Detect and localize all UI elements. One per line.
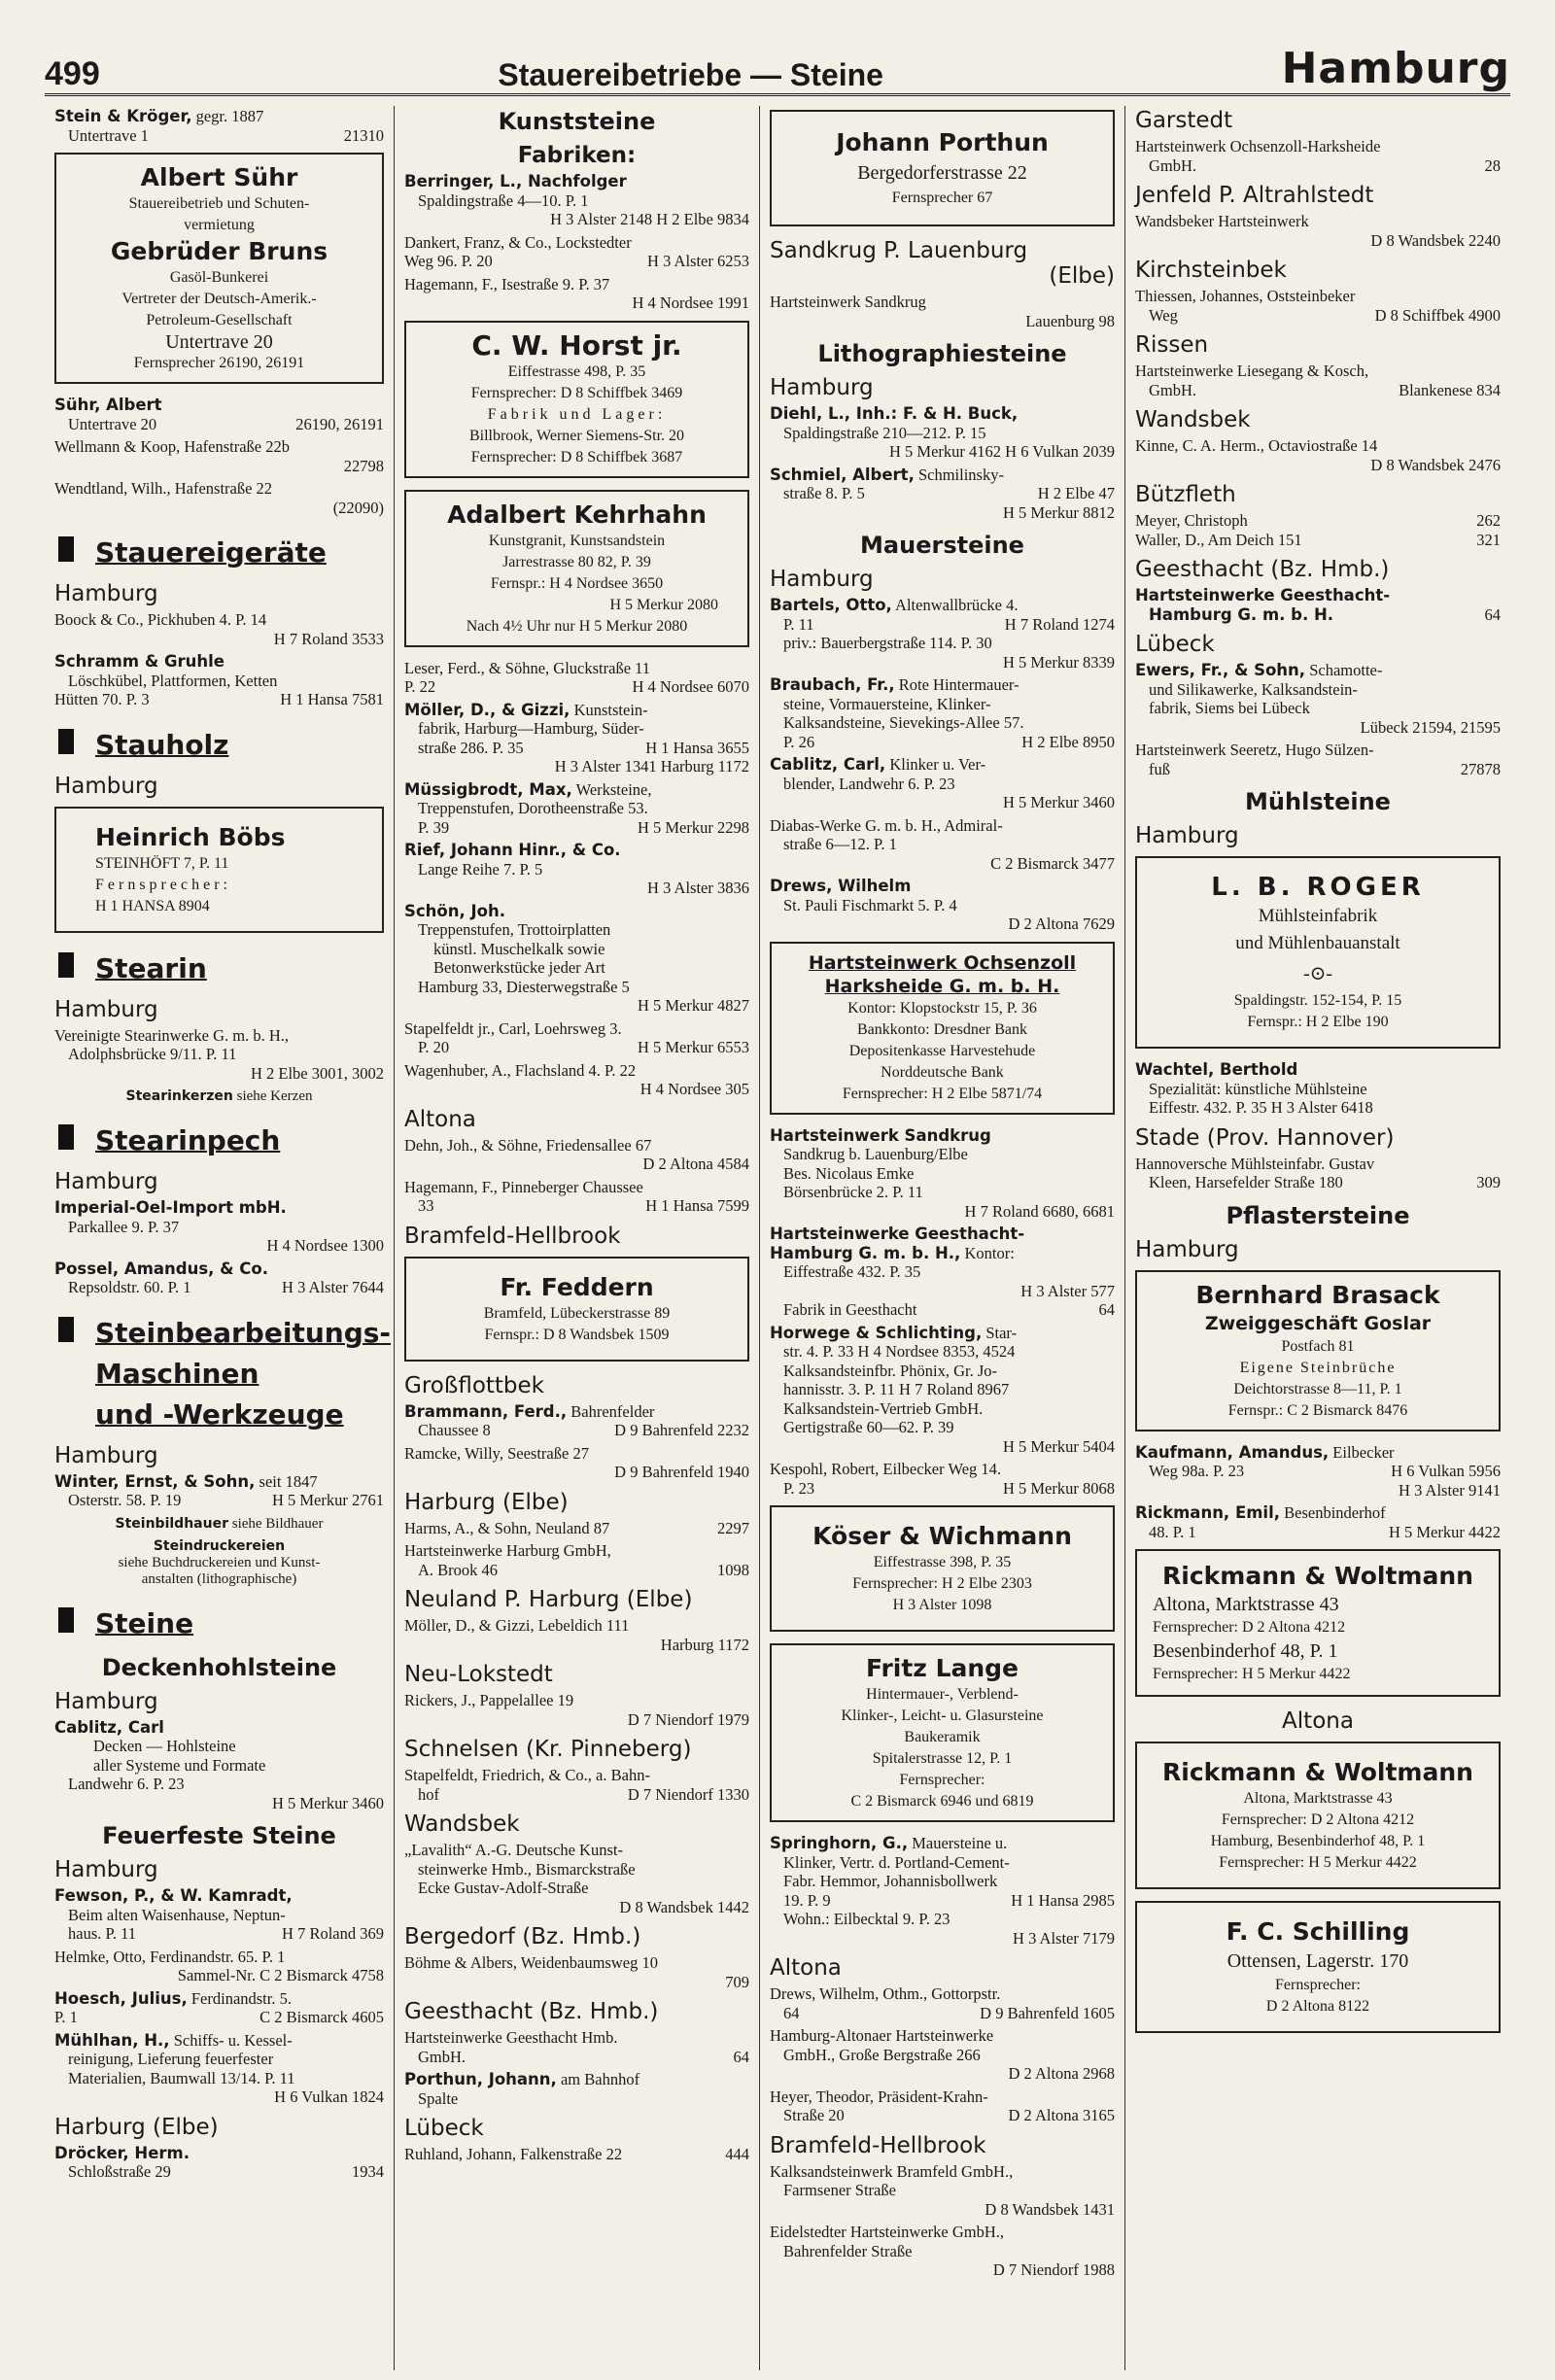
category-heading: Steinbearbeitungs- Maschinen und -Werkzeuge <box>54 1313 384 1435</box>
entry: Diabas-Werke G. m. b. H., Admiral- straße 6—12. P. 1 C 2 Bismarck 3477 <box>770 815 1115 873</box>
subcategory-heading: Kunststeine <box>498 108 656 135</box>
subcategory-heading: Deckenhohlsteine <box>101 1653 337 1681</box>
subcategory-heading: Feuerfeste Steine <box>102 1822 336 1849</box>
entry: Wandsbeker Hartsteinwerk D 8 Wandsbek 2240 <box>1135 212 1501 250</box>
entry: Berringer, L., Nachfolger Spaldingstraße 4—10. P. 1 H 3 Alster 2148 H 2 Elbe 9834 <box>404 172 749 228</box>
city-heading: Lübeck <box>404 2116 484 2141</box>
entry: Schmiel, Albert, Schmilinsky- straße 8. P. 5 H 2 Elbe 47 H 5 Merkur 8812 <box>770 465 1115 522</box>
entry: Kinne, C. A. Herm., Octaviostraße 14 D 8 Wandsbek 2476 <box>1135 436 1501 474</box>
entry: Heyer, Theodor, Präsident-Krahn- Straße 20 D 2 Altona 3165 <box>770 2087 1115 2124</box>
entry: Mühlhan, H., Schiffs- u. Kessel- reinigung, Lieferung feuerfester Materialien, Baumwall 13/14. P. 11 H 6 Vulkan 1824 <box>54 2030 384 2106</box>
city-heading: Wandsbek <box>404 1811 520 1837</box>
entry: Imperial-Oel-Import mbH. Parkallee 9. P. 37 H 4 Nordsee 1300 <box>54 1198 384 1255</box>
column-3 <box>760 106 1125 2370</box>
category-heading: Stearinpech <box>54 1121 384 1161</box>
entry: Hoesch, Julius, Ferdinandstr. 5. P. 1 C 2 Bismarck 4605 <box>54 1988 384 2026</box>
entry: Bartels, Otto, Altenwallbrücke 4. P. 11 H 7 Roland 1274 priv.: Bauerbergstraße 114. P. 30 H 5 Merkur 8339 <box>770 596 1115 672</box>
ad-box-brasack: Bernhard Brasack Zweiggeschäft Goslar Postfach 81 Eigene Steinbrüche Deichtorstrasse 8—11, P. 1 Fernspr.: C 2 Bismarck 8476 <box>1135 1270 1501 1431</box>
city-heading: Lübeck <box>1135 632 1215 657</box>
city-heading: Wandsbek <box>1135 407 1251 432</box>
entry: Braubach, Fr., Rote Hintermauer- steine, Vormauersteine, Klinker- Kalksandsteine, Sievekings-Allee 57. P. 26 H 2 Elbe 8950 <box>770 675 1115 751</box>
entry: Stapelfeldt, Friedrich, & Co., a. Bahn- hof D 7 Niendorf 1330 <box>404 1766 749 1804</box>
ad-box-horst: C. W. Horst jr. Eiffestrasse 498, P. 35 Fernsprecher: D 8 Schiffbek 3469 Fabrik und Lager: Billbrook, Werner Siemens-Str. 20 Fernsprecher: D 8 Schiffbek 3687 <box>404 321 749 478</box>
entry: Winter, Ernst, & Sohn, seit 1847 Osterstr. 58. P. 19 H 5 Merkur 2761 <box>54 1471 384 1509</box>
entry: Ewers, Fr., & Sohn, Schamotte- und Silikawerke, Kalksandstein- fabrik, Siems bei Lübeck Lübeck 21594, 21595 <box>1135 661 1501 737</box>
city-heading: Hamburg <box>54 1857 158 1882</box>
entry: Brammann, Ferd., Bahrenfelder Chaussee 8 D 9 Bahrenfeld 2232 <box>404 1401 749 1439</box>
city-heading: Stade (Prov. Hannover) <box>1135 1124 1395 1151</box>
city-heading: Sandkrug P. Lauenburg (Elbe) <box>770 238 1115 289</box>
entry: Hamburg-Altonaer Hartsteinwerke GmbH., Große Bergstraße 266 D 2 Altona 2968 <box>770 2026 1115 2083</box>
entry: Leser, Ferd., & Söhne, Gluckstraße 11 P. 22 H 4 Nordsee 6070 <box>404 658 749 696</box>
city-heading: Harburg (Elbe) <box>404 1489 569 1515</box>
category-heading: Stauereigeräte <box>54 533 384 573</box>
city-heading: Großflottbek <box>404 1372 544 1398</box>
city-heading: Hamburg <box>54 1169 158 1194</box>
city-heading: Hamburg <box>54 1688 158 1714</box>
entry: Hartsteinwerk Sandkrug Sandkrug b. Lauenburg/Elbe Bes. Nicolaus Emke Börsenbrücke 2. P. 11 H 7 Roland 6680, 6681 <box>770 1125 1115 1221</box>
entry: Thiessen, Johannes, Oststeinbeker Weg D 8 Schiffbek 4900 <box>1135 287 1501 325</box>
ad-box-roger: L. B. ROGER Mühlsteinfabrik und Mühlenbauanstalt -⊙- Spaldingstr. 152-154, P. 15 Fernspr.: H 2 Elbe 190 <box>1135 856 1501 1049</box>
entry: Möller, D., & Gizzi, Kunststein- fabrik, Harburg—Hamburg, Süder- straße 286. P. 35 H 1 Hansa 3655 H 3 Alster 1341 Harburg 1172 <box>404 700 749 776</box>
page-number: 499 <box>45 55 100 92</box>
entry: Hartsteinwerk Sandkrug Lauenburg 98 <box>770 293 1115 330</box>
city-heading: Geesthacht (Bz. Hmb.) <box>1135 557 1390 582</box>
ad-box-ochsenzoll: Hartsteinwerk Ochsenzoll Harksheide G. m. b. H. Kontor: Klopstockstr 15, P. 36 Bankkonto: Dresdner Bank Depositenkasse Harvestehude Norddeutsche Bank Fernsprecher: H 2 Elbe 5871/74 <box>770 942 1115 1115</box>
ad-box-feddern: Fr. Feddern Bramfeld, Lübeckerstrasse 89 Fernspr.: D 8 Wandsbek 1509 <box>404 1257 749 1362</box>
subcategory-heading: Mühlsteine <box>1245 788 1391 815</box>
subcategory-heading: Pflastersteine <box>1226 1201 1410 1229</box>
city-heading: Schnelsen (Kr. Pinneberg) <box>404 1737 692 1762</box>
city-heading: Bergedorf (Bz. Hmb.) <box>404 1924 641 1949</box>
entry: Hartsteinwerke Geesthacht- Hamburg G. m. b. H. 64 <box>1135 586 1501 624</box>
city-heading: Hamburg <box>1135 823 1239 848</box>
entry: Ruhland, Johann, Falkenstraße 22 444 <box>404 2145 749 2163</box>
city-heading: Garstedt <box>1135 108 1233 133</box>
entry: Stapelfeldt jr., Carl, Loehrsweg 3. P. 20 H 5 Merkur 6553 <box>404 1018 749 1056</box>
entry: Schramm & Gruhle Löschkübel, Plattformen, Ketten Hütten 70. P. 3 H 1 Hansa 7581 <box>54 652 384 708</box>
city-heading: Harburg (Elbe) <box>54 2114 219 2140</box>
entry: Vereinigte Stearinwerke G. m. b. H., Adolphsbrücke 9/11. P. 11 H 2 Elbe 3001, 3002 <box>54 1025 384 1083</box>
city-heading: Hamburg <box>54 773 158 799</box>
entry: Hagemann, F., Isestraße 9. P. 37 H 4 Nordsee 1991 <box>404 274 749 312</box>
city-heading: Altona <box>1282 1708 1354 1734</box>
city-heading: Rissen <box>1135 332 1209 358</box>
entry: Möller, D., & Gizzi, Lebeldich 111 Harburg 1172 <box>404 1616 749 1654</box>
entry: Fewson, P., & W. Kamradt, Beim alten Waisenhause, Neptun- haus. P. 11 H 7 Roland 369 <box>54 1886 384 1943</box>
entry: Possel, Amandus, & Co. Repsoldstr. 60. P. 1 H 3 Alster 7644 <box>54 1259 384 1296</box>
entry: Cablitz, Carl, Klinker u. Ver- blender, Landwehr 6. P. 23 H 5 Merkur 3460 <box>770 755 1115 811</box>
city-heading: Hamburg <box>54 581 158 606</box>
entry: Springhorn, G., Mauersteine u. Klinker, Vertr. d. Portland-Cement- Fabr. Hemmor, Johannisbollwerk 19. P. 9 H 1 Hansa 2985 Wohn.: Eilbecktal 9. P. 23 H 3 Alster 7179 <box>770 1834 1115 1948</box>
entry: Wendtland, Wilh., Hafenstraße 22 (22090) <box>54 479 384 517</box>
cross-reference: Steindruckereien siehe Buchdruckereien und Kunst- anstalten (lithographische) <box>118 1537 321 1587</box>
column-2 <box>395 106 760 2370</box>
ad-box-suehr-bruns: Albert Sühr Stauereibetrieb und Schuten- vermietung Gebrüder Bruns Gasöl-Bunkerei Vertreter der Deutsch-Amerik.- Petroleum-Gesellschaft Untertrave 20 Fernsprecher 26190, 26191 <box>54 153 384 384</box>
page-title: Stauereibetriebe — Steine <box>498 57 883 92</box>
entry: Rickmann, Emil, Besenbinderhof 48. P. 1 H 5 Merkur 4422 <box>1135 1503 1501 1541</box>
ad-box-boebs: Heinrich Böbs STEINHÖFT 7, P. 11 Fernsprecher: H 1 HANSA 8904 <box>54 807 384 933</box>
page-city: Hamburg <box>1281 44 1510 93</box>
column-4 <box>1125 106 1510 2370</box>
entry: Kalksandsteinwerk Bramfeld GmbH., Farmsener Straße D 8 Wandsbek 1431 <box>770 2161 1115 2219</box>
category-heading: Stauholz <box>54 725 384 766</box>
columns <box>45 106 1510 2370</box>
ad-box-kehrhahn: Adalbert Kehrhahn Kunstgranit, Kunstsandstein Jarrestrasse 80 82, P. 39 Fernspr.: H 4 Nordsee 3650 H 5 Merkur 2080 Nach 4½ Uhr nur H 5 Merkur 2080 <box>404 490 749 647</box>
entry: Kaufmann, Amandus, Eilbecker Weg 98a. P. 23 H 6 Vulkan 5956 H 3 Alster 9141 <box>1135 1442 1501 1500</box>
entry: Boock & Co., Pickhuben 4. P. 14 H 7 Roland 3533 <box>54 610 384 648</box>
city-heading: Bützfleth <box>1135 482 1236 507</box>
entry: Hartsteinwerk Seeretz, Hugo Sülzen- fuß 27878 <box>1135 741 1501 778</box>
entry: Wellmann & Koop, Hafenstraße 22b 22798 <box>54 437 384 475</box>
entry: Rief, Johann Hinr., & Co. Lange Reihe 7. P. 5 H 3 Alster 3836 <box>404 841 749 897</box>
entry: Horwege & Schlichting, Star- str. 4. P. 33 H 4 Nordsee 8353, 4524 Kalksandsteinfbr. Phönix, Gr. Jo- hannisstr. 3. P. 11 H 7 Roland 8967 Kalksandstein-Vertrieb GmbH. Gertigstraße 60—62. P. 39 H 5 Merkur 5404 <box>770 1323 1115 1456</box>
category-heading: Steine <box>54 1604 384 1644</box>
city-heading: Altona <box>770 1955 842 1981</box>
entry: Dröcker, Herm. Schloßstraße 29 1934 <box>54 2143 384 2181</box>
city-heading: Hamburg <box>54 996 158 1022</box>
entry: Hannoversche Mühlsteinfabr. Gustav Kleen, Harsefelder Straße 180 309 <box>1135 1154 1501 1191</box>
entry: Sühr, Albert Untertrave 20 26190, 26191 <box>54 396 384 433</box>
subcategory-heading: Mauersteine <box>860 532 1024 559</box>
city-heading: Geesthacht (Bz. Hmb.) <box>404 1999 659 2024</box>
entry: Dankert, Franz, & Co., Lockstedter Weg 96. P. 20 H 3 Alster 6253 <box>404 232 749 270</box>
ad-box-rickmann-woltmann-1: Rickmann & Woltmann Altona, Marktstrasse 43 Fernsprecher: D 2 Altona 4212 Besenbinderhof 48, P. 1 Fernsprecher: H 5 Merkur 4422 <box>1135 1549 1501 1697</box>
entry: Hartsteinwerke Geesthacht- Hamburg G. m. b. H., Kontor: Eiffestraße 432. P. 35 H 3 Alster 577 Fabrik in Geesthacht 64 <box>770 1224 1115 1319</box>
entry: Drews, Wilhelm St. Pauli Fischmarkt 5. P. 4 D 2 Altona 7629 <box>770 877 1115 933</box>
entry: Harms, A., & Sohn, Neuland 87 2297 <box>404 1518 749 1537</box>
entry: Cablitz, Carl Decken — Hohlsteine aller Systeme und Formate Landwehr 6. P. 23 H 5 Merkur 3460 <box>54 1717 384 1812</box>
city-heading: Jenfeld P. Altrahlstedt <box>1135 183 1374 208</box>
entry: Hartsteinwerke Harburg GmbH, A. Brook 46 1098 <box>404 1541 749 1579</box>
subcategory-heading: Lithographiesteine <box>817 340 1067 367</box>
entry: Kespohl, Robert, Eilbecker Weg 14. P. 23 H 5 Merkur 8068 <box>770 1460 1115 1498</box>
category-heading: Stearin <box>54 949 384 989</box>
page-header <box>45 29 1510 96</box>
ornament-icon: -⊙- <box>1302 963 1333 984</box>
entry: Helmke, Otto, Ferdinandstr. 65. P. 1 Sammel-Nr. C 2 Bismarck 4758 <box>54 1947 384 1984</box>
entry: Meyer, Christoph 262 Waller, D., Am Deich 151 321 <box>1135 511 1501 549</box>
entry: Hagemann, F., Pinneberger Chaussee 33 H 1 Hansa 7599 <box>404 1177 749 1215</box>
entry: Hartsteinwerke Liesegang & Kosch, GmbH. Blankenese 834 <box>1135 362 1501 399</box>
section-heading: Fabriken: <box>517 143 637 168</box>
cross-reference: Stearinkerzen siehe Kerzen <box>125 1088 313 1104</box>
entry: Wachtel, Berthold Spezialität: künstliche Mühlsteine Eiffestr. 432. P. 35 H 3 Alster 6418 <box>1135 1060 1373 1117</box>
city-heading: Bramfeld-Hellbrook <box>770 2132 986 2158</box>
entry: Hartsteinwerke Geesthacht Hmb. GmbH. 64 <box>404 2028 749 2066</box>
entry: Schön, Joh. Treppenstufen, Trottoirplatten künstl. Muschelkalk sowie Betonwerkstücke jeder Art Hamburg 33, Diesterwegstraße 5 H 5 Merkur 4827 <box>404 901 749 1015</box>
ad-box-fritz-lange: Fritz Lange Hintermauer-, Verblend- Klinker-, Leicht- u. Glasursteine Baukeramik Spitalerstrasse 12, P. 1 Fernsprecher: C 2 Bismarck 6946 und 6819 <box>770 1643 1115 1822</box>
city-heading: Kirchsteinbek <box>1135 258 1287 283</box>
city-heading: Hamburg <box>770 375 874 400</box>
entry: Stein & Kröger, gegr. 1887 Untertrave 1 21310 <box>54 107 384 145</box>
ad-box-koeser-wichmann: Köser & Wichmann Eiffestrasse 398, P. 35 Fernsprecher: H 2 Elbe 2303 H 3 Alster 1098 <box>770 1505 1115 1632</box>
entry: Diehl, L., Inh.: F. & H. Buck, Spaldingstraße 210—212. P. 15 H 5 Merkur 4162 H 6 Vulkan 2039 <box>770 404 1115 461</box>
entry: Böhme & Albers, Weidenbaumsweg 10 709 <box>404 1953 749 1991</box>
entry: Müssigbrodt, Max, Werksteine, Treppenstufen, Dorotheenstraße 53. P. 39 H 5 Merkur 2298 <box>404 779 749 837</box>
entry: Wagenhuber, A., Flachsland 4. P. 22 H 4 Nordsee 305 <box>404 1060 749 1098</box>
entry: Porthun, Johann, am Bahnhof Spalte <box>404 2070 640 2108</box>
city-heading: Altona <box>404 1106 476 1132</box>
cross-reference: Steinbildhauer siehe Bildhauer <box>115 1515 324 1532</box>
city-heading: Neuland P. Harburg (Elbe) <box>404 1587 693 1612</box>
column-1 <box>45 106 395 2370</box>
ad-box-schilling: F. C. Schilling Ottensen, Lagerstr. 170 Fernsprecher: D 2 Altona 8122 <box>1135 1901 1501 2033</box>
entry: Dehn, Joh., & Söhne, Friedensallee 67 D 2 Altona 4584 <box>404 1135 749 1173</box>
city-heading: Hamburg <box>1135 1236 1239 1262</box>
entry: Ramcke, Willy, Seestraße 27 D 9 Bahrenfeld 1940 <box>404 1443 749 1481</box>
ad-box-rickmann-woltmann-2: Rickmann & Woltmann Altona, Marktstrasse 43 Fernsprecher: D 2 Altona 4212 Hamburg, Besenbinderhof 48, P. 1 Fernsprecher: H 5 Merkur 4422 <box>1135 1742 1501 1889</box>
entry: „Lavalith“ A.-G. Deutsche Kunst- steinwerke Hmb., Bismarckstraße Ecke Gustav-Adolf-Straße D 8 Wandsbek 1442 <box>404 1841 749 1916</box>
city-heading: Hamburg <box>770 567 874 592</box>
city-heading: Bramfeld-Hellbrook <box>404 1223 621 1249</box>
entry: Rickers, J., Pappelallee 19 D 7 Niendorf 1979 <box>404 1691 749 1729</box>
city-heading: Neu-Lokstedt <box>404 1662 553 1687</box>
entry: Eidelstedter Hartsteinwerke GmbH., Bahrenfelder Straße D 7 Niendorf 1988 <box>770 2223 1115 2279</box>
entry: Drews, Wilhelm, Othm., Gottorpstr. 64 D 9 Bahrenfeld 1605 <box>770 1984 1115 2022</box>
city-heading: Hamburg <box>54 1442 158 1468</box>
entry: Hartsteinwerk Ochsenzoll-Harksheide GmbH. 28 <box>1135 137 1501 175</box>
ad-box-porthun: Johann Porthun Bergedorferstrasse 22 Fernsprecher 67 <box>770 110 1115 226</box>
